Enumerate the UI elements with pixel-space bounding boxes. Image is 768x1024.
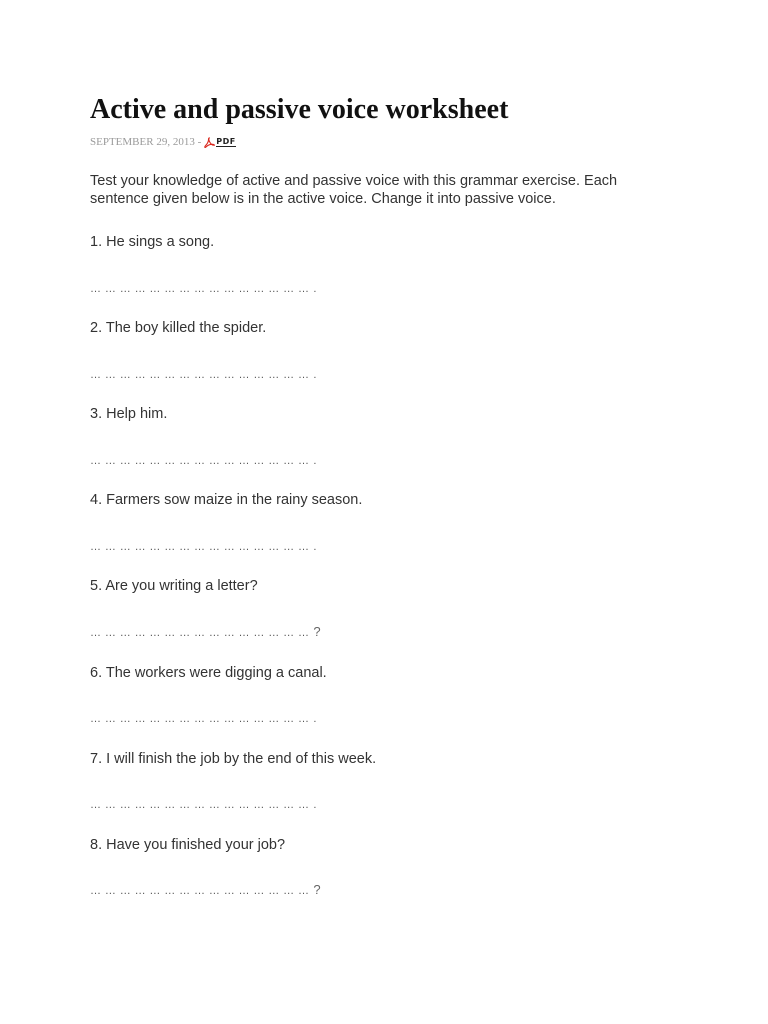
pdf-label: PDF [216, 137, 236, 146]
answer-line-1 [90, 282, 317, 296]
page-title: Active and passive voice worksheet [90, 94, 509, 125]
answer-line-8 [90, 883, 321, 898]
question-7: 7. I will finish the job by the end of this week. [90, 751, 377, 767]
answer-blank: … … … … … … … … … … … … … … … [90, 885, 310, 897]
answer-end: . [313, 541, 317, 553]
answer-end: . [313, 799, 317, 811]
answer-end: ? [313, 882, 322, 897]
pdf-icon [204, 137, 215, 148]
answer-line-4 [90, 540, 317, 554]
question-6: 6. The workers were digging a canal. [90, 665, 327, 681]
question-4: 4. Farmers sow maize in the rainy season. [90, 492, 363, 508]
question-2: 2. The boy killed the spider. [90, 320, 267, 336]
answer-blank: … … … … … … … … … … … … … … … [90, 369, 310, 381]
answer-end: . [313, 369, 317, 381]
answer-blank: … … … … … … … … … … … … … … … [90, 283, 310, 295]
answer-line-5 [90, 625, 321, 640]
answer-blank: … … … … … … … … … … … … … … … [90, 799, 310, 811]
answer-line-2 [90, 368, 317, 382]
post-meta [90, 135, 236, 149]
intro-text: Test your knowledge of active and passive voice with this grammar exercise. Each sentence given below is in the active voice. Change it into passive voice. [90, 173, 618, 207]
answer-blank: … … … … … … … … … … … … … … … [90, 541, 310, 553]
answer-end: . [313, 455, 317, 467]
answer-blank: … … … … … … … … … … … … … … … [90, 455, 310, 467]
question-3: 3. Help him. [90, 406, 168, 422]
answer-end: . [313, 713, 317, 725]
answer-blank: … … … … … … … … … … … … … … … [90, 627, 310, 639]
answer-blank: … … … … … … … … … … … … … … … [90, 713, 310, 725]
post-date: SEPTEMBER 29, 2013 - [90, 136, 202, 148]
answer-end: . [313, 283, 317, 295]
answer-end: ? [313, 624, 322, 639]
question-5: 5. Are you writing a letter? [90, 578, 258, 594]
question-1: 1. He sings a song. [90, 234, 215, 250]
question-8: 8. Have you finished your job? [90, 837, 286, 853]
answer-line-7 [90, 798, 317, 812]
answer-line-6 [90, 712, 317, 726]
answer-line-3 [90, 454, 317, 468]
pdf-download-link[interactable] [204, 137, 235, 148]
